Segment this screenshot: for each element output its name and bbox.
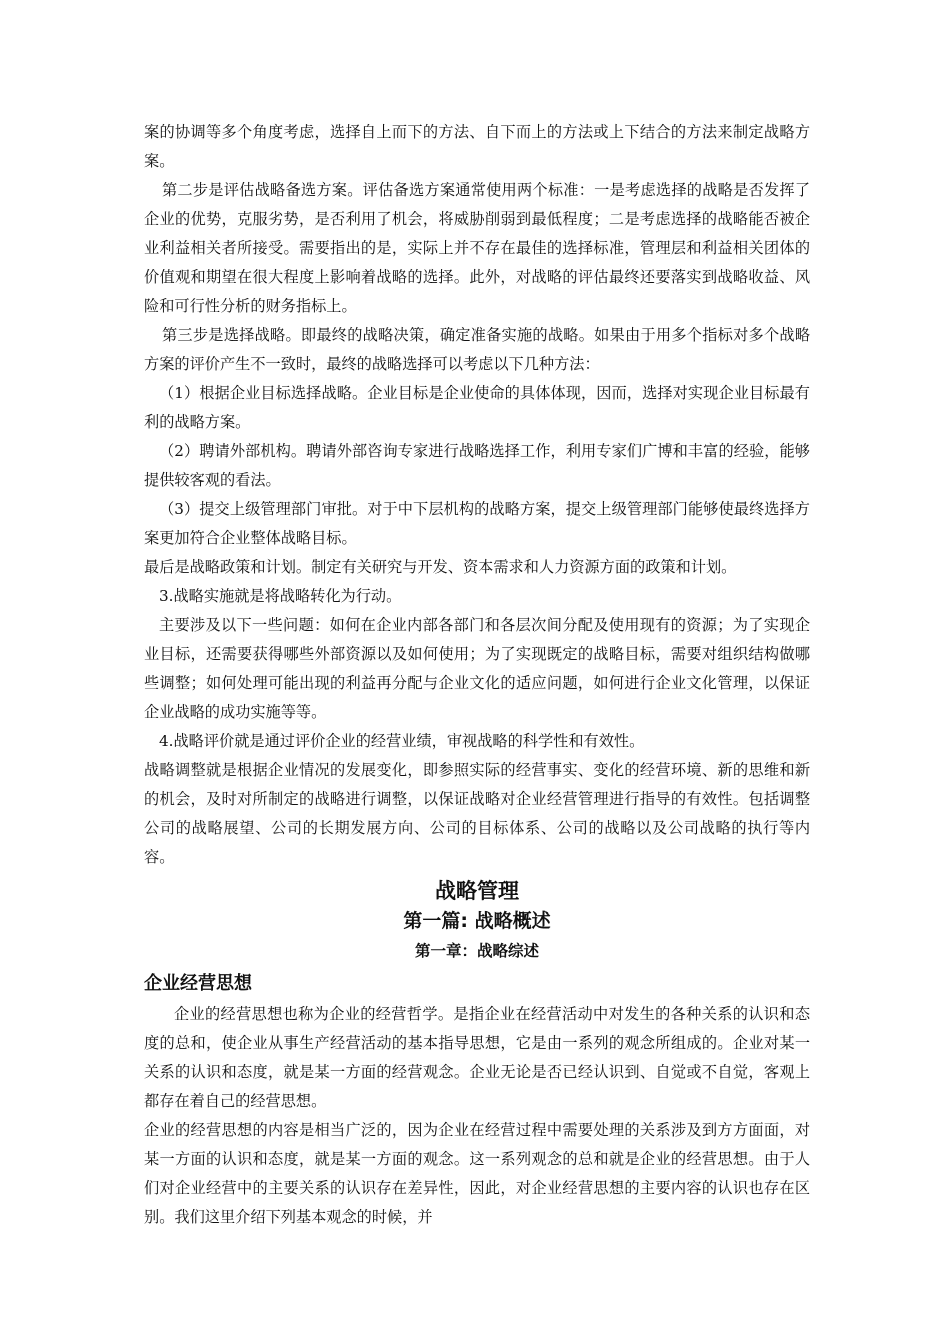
paragraph: 案的协调等多个角度考虑，选择自上而下的方法、自下而上的方法或上下结合的方法来制定战略方案。 (144, 123, 810, 170)
document-body (144, 118, 810, 1232)
upper-text-block (144, 118, 810, 872)
paragraph: 第二步是评估战略备选方案。评估备选方案通常使用两个标准：一是考虑选择的战略是否发挥了企业的优势，克服劣势，是否利用了机会，将威胁削弱到最低程度；二是考虑选择的战略能否被企业利益相关者所接受。需要指出的是，实际上并不存在最佳的选择标准，管理层和利益相关团体的价值观和期望在很大程度上影响着战略的选择。此外，对战略的评估最终还要落实到战略收益、风险和可行性分析的财务指标上。 (144, 181, 810, 315)
lower-text-block (144, 1000, 810, 1232)
list-item: （1）根据企业目标选择战略。企业目标是企业使命的具体体现，因而，选择对实现企业目标最有利的战略方案。 (144, 384, 810, 431)
paragraph: 企业的经营思想也称为企业的经营哲学。是指企业在经营活动中对发生的各种关系的认识和态度的总和，使企业从事生产经营活动的基本指导思想，它是由一系列的观念所组成的。企业对某一关系的认识和态度，就是某一方面的经营观念。企业无论是否已经认识到、自觉或不自觉，客观上都存在着自己的经营思想。 (144, 1005, 810, 1110)
paragraph: 最后是战略政策和计划。制定有关研究与开发、资本需求和人力资源方面的政策和计划。 (144, 558, 737, 576)
paragraph: 第三步是选择战略。即最终的战略决策，确定准备实施的战略。如果由于用多个指标对多个战略方案的评价产生不一致时，最终的战略选择可以考虑以下几种方法： (144, 326, 810, 373)
section-heading: 企业经营思想 (144, 973, 252, 994)
paragraph: 4.战略评价就是通过评价企业的经营业绩，审视战略的科学性和有效性。 (159, 732, 645, 750)
paragraph: 3.战略实施就是将战略转化为行动。 (159, 587, 402, 605)
part-heading: 第一篇: 战略概述 (403, 910, 551, 932)
list-item: （3）提交上级管理部门审批。对于中下层机构的战略方案，提交上级管理部门能够使最终选择方案更加符合企业整体战略目标。 (144, 500, 810, 547)
paragraph: 主要涉及以下一些问题：如何在企业内部各部门和各层次间分配及使用现有的资源；为了实现企业目标，还需要获得哪些外部资源以及如何使用；为了实现既定的战略目标，需要对组织结构做哪些调整；如何处理可能出现的利益再分配与企业文化的适应问题，如何进行企业文化管理，以保证企业战略的成功实施等等。 (144, 616, 810, 721)
paragraph: 战略调整就是根据企业情况的发展变化，即参照实际的经营事实、变化的经营环境、新的思维和新的机会，及时对所制定的战略进行调整，以保证战略对企业经营管理进行指导的有效性。包括调整公司的战略展望、公司的长期发展方向、公司的目标体系、公司的战略以及公司战略的执行等内容。 (144, 761, 810, 866)
chapter-heading: 第一章：战略综述 (414, 942, 539, 960)
paragraph: 企业的经营思想的内容是相当广泛的，因为企业在经营过程中需要处理的关系涉及到方方面面，对某一方面的认识和态度，就是某一方面的观念。这一系列观念的总和就是企业的经营思想。由于人们对企业经营中的主要关系的认识存在差异性，因此，对企业经营思想的主要内容的认识也存在区别。我们这里介绍下列基本观念的时候，并 (144, 1121, 810, 1226)
list-item: （2）聘请外部机构。聘请外部咨询专家进行战略选择工作，利用专家们广博和丰富的经验，能够提供较客观的看法。 (144, 442, 810, 489)
document-title: 战略管理 (435, 879, 519, 903)
